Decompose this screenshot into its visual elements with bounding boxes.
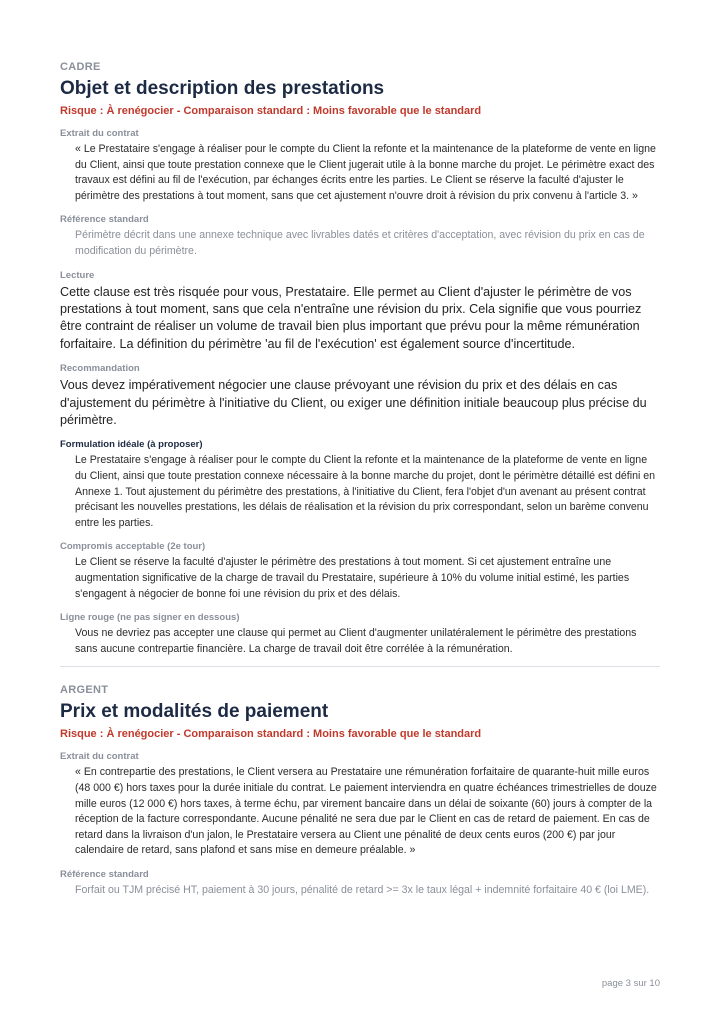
extract-label: Extrait du contrat: [60, 751, 139, 763]
section-kicker: CADRE: [60, 61, 101, 73]
contract-extract: « Le Prestataire s'engage à réaliser pour le compte du Client la refonte et la maintenance de la plateforme de vente en ligne du Client, ainsi que toute prestation connexe que le Client jugerait utile à la bonne marche du projet. Le périmètre exact des travaux est défini au fil de l'exécution, par échanges écrits entre les parties. Le Client se réserve la faculté d'ajuster le périmètre des prestations à tout moment, sans que cet ajustement n'ouvre droit à révision du prix convenu à l'article 3. »: [75, 143, 656, 202]
reading-text: Cette clause est très risquée pour vous, Prestataire. Elle permet au Client d'ajuster le périmètre de vos prestations à tout moment, sans que cela n'entraîne une révision du prix. Cela signifie que vous pourriez être contraint de réaliser un volume de travail bien plus important que prévu pour la même rémunération forfaitaire. La définition du périmètre 'au fil de l'exécution' est également source d'incertitude.: [60, 284, 642, 351]
section-divider: [60, 666, 660, 667]
page-number: page 3 sur 10: [601, 978, 660, 989]
contract-extract: « En contrepartie des prestations, le Client versera au Prestataire une rémunération forfaitaire de quarante-huit mille euros (48 000 €) hors taxes pour la durée initiale du contrat. Le paiement interviendra en quatre échéances trimestrielles de douze mille euros (12 000 €) hors taxes, à terme échu, par virement bancaire dans un délai de soixante (60) jours à compter de la réception de la facture correspondante. Aucune pénalité ne sera due par le Client en cas de retard de paiement. En cas de retard dans la livraison d'un jalon, le Prestataire versera au Client une pénalité de deux cents euros (200 €) par jour calendaire de retard, sans plafond et sans mise en demeure préalable. »: [75, 766, 657, 857]
reference-label: Référence standard: [60, 214, 149, 226]
document-page: [60, 60, 660, 899]
reference-label: Référence standard: [60, 868, 149, 880]
standard-reference: Forfait ou TJM précisé HT, paiement à 30 jours, pénalité de retard >= 3x le taux légal + indemnité forfaitaire 40 € (loi LME).: [75, 883, 650, 896]
section-title: Prix et modalités de paiement: [60, 701, 329, 723]
recommendation-text: Vous devez impérativement négocier une clause prévoyant une révision du prix et des délais en cas d'ajustement du périmètre à l'initiative du Client, ou exiger une définition initiale beaucoup plus précise du périmètre.: [60, 378, 647, 427]
extract-label: Extrait du contrat: [60, 128, 139, 139]
reading-label: Lecture: [60, 269, 95, 281]
risk-line: Risque : À renégocier - Comparaison standard : Moins favorable que le standard: [60, 105, 482, 117]
ideal-wording-label: Formulation idéale (à proposer): [60, 439, 203, 451]
red-line-label: Ligne rouge (ne pas signer en dessous): [60, 612, 240, 624]
risk-line: Risque : À renégocier - Comparaison standard : Moins favorable que le standard: [60, 728, 482, 741]
section-kicker: ARGENT: [60, 684, 109, 697]
red-line-text: Vous ne devriez pas accepter une clause qui permet au Client d'augmenter unilatéralement le périmètre des prestations sans aucune contrepartie financière. La charge de travail doit être corrélée à la rémunération.: [75, 627, 637, 655]
standard-reference: Périmètre décrit dans une annexe technique avec livrables datés et critères d'acceptation, avec révision du prix en cas de modification du périmètre.: [75, 229, 645, 257]
ideal-wording-text: Le Prestataire s'engage à réaliser pour le compte du Client la refonte et la maintenance de la plateforme de vente en ligne du Client, ainsi que toute prestation connexe nécessaire à la bonne marche du projet, dont le périmètre détaillé est défini en Annexe 1. Tout ajustement du périmètre des prestations, à l'initiative du Client, fera l'objet d'un avenant au présent contrat précisant les nouvelles prestations, les délais de réalisation et la révision du prix correspondant, selon un barème convenu entre les parties.: [75, 454, 656, 529]
clause-section-argent: [60, 683, 660, 898]
clause-section-cadre: [60, 60, 660, 657]
recommendation-label: Recommandation: [60, 363, 140, 375]
compromise-label: Compromis acceptable (2e tour): [60, 541, 206, 553]
compromise-text: Le Client se réserve la faculté d'ajuster le périmètre des prestations à tout moment. Si cet ajustement entraîne une augmentation significative de la charge de travail du Prestataire, supérieure à 10% du volume initial estimé, les parties s'engagent à négocier de bonne foi une révision du prix et des délais.: [75, 556, 630, 600]
section-title: Objet et description des prestations: [60, 78, 385, 99]
